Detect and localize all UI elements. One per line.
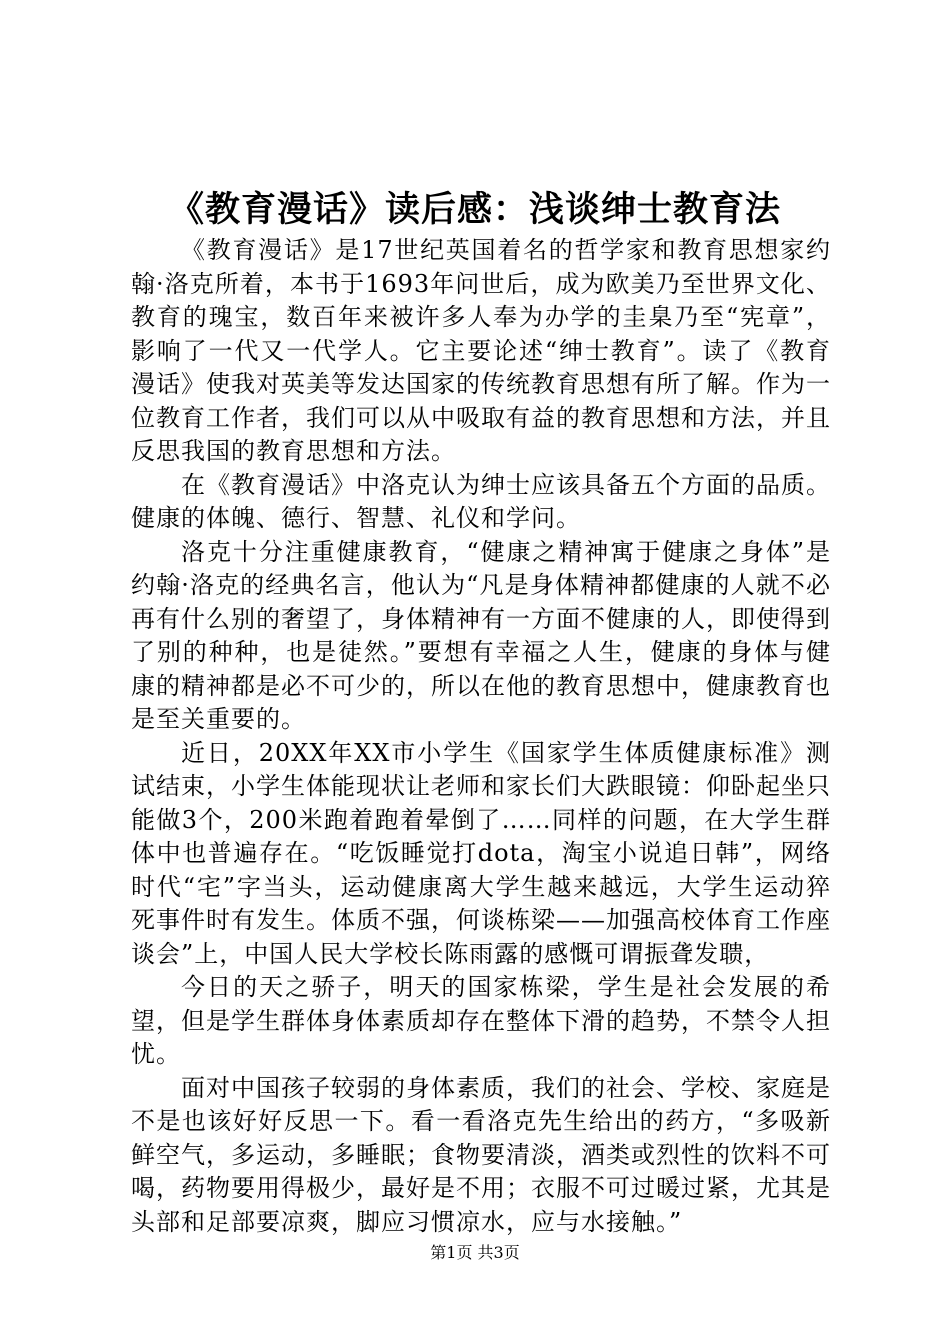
document-body	[131, 234, 831, 1239]
paragraph-student-fitness: 近日，20XX年XX市小学生《国家学生体质健康标准》测试结束，小学生体能现状让老师和家长们大跌眼镜：仰卧起坐只能做3个，200米跑着跑着晕倒了……同样的问题，在大学生群体中也普遍存在。“吃饭睡觉打dota，淘宝小说追日韩”，网络时代“宅”字当头，运动健康离大学生越来越远，大学生运动猝死事件时有发生。体质不强，何谈栋梁——加强高校体育工作座谈会”上，中国人民大学校长陈雨露的感慨可谓振聋发聩，	[131, 738, 831, 968]
paragraph-intro: 《教育漫话》是17世纪英国着名的哲学家和教育思想家约翰·洛克所着，本书于1693年问世后，成为欧美乃至世界文化、教育的瑰宝，数百年来被许多人奉为办学的圭臬乃至“宪章”，影响了一代又一代学人。它主要论述“绅士教育”。读了《教育漫话》使我对英美等发达国家的传统教育思想有所了解。作为一位教育工作者，我们可以从中吸取有益的教育思想和方法，并且反思我国的教育思想和方法。	[131, 236, 831, 465]
document-title: 《教育漫话》读后感：浅谈绅士教育法	[168, 189, 781, 230]
paragraph-health-education: 洛克十分注重健康教育，“健康之精神寓于健康之身体”是约翰·洛克的经典名言，他认为“凡是身体精神都健康的人就不必再有什么别的奢望了，身体精神有一方面不健康的人，即使得到了别的种种，也是徒然。”要想有幸福之人生，健康的身体与健康的精神都是必不可少的，所以在他的教育思想中，健康教育也是至关重要的。	[131, 537, 831, 733]
paragraph-locke-prescription: 面对中国孩子较弱的身体素质，我们的社会、学校、家庭是不是也该好好反思一下。看一看洛克先生给出的药方，“多吸新鲜空气，多运动，多睡眠；食物要清淡，酒类或烈性的饮料不可喝，药物要用得极少，最好是不用；衣服不可过暖过紧，尤其是头部和足部要凉爽，脚应习惯凉水，应与水接触。”	[131, 1073, 831, 1236]
paragraph-students-hope: 今日的天之骄子，明天的国家栋梁，学生是社会发展的希望，但是学生群体身体素质却存在整体下滑的趋势，不禁令人担忧。	[131, 973, 831, 1068]
page-number-footer: 第1页 共3页	[430, 1243, 520, 1262]
paragraph-five-qualities: 在《教育漫话》中洛克认为绅士应该具备五个方面的品质。健康的体魄、德行、智慧、礼仪和学问。	[131, 470, 831, 532]
